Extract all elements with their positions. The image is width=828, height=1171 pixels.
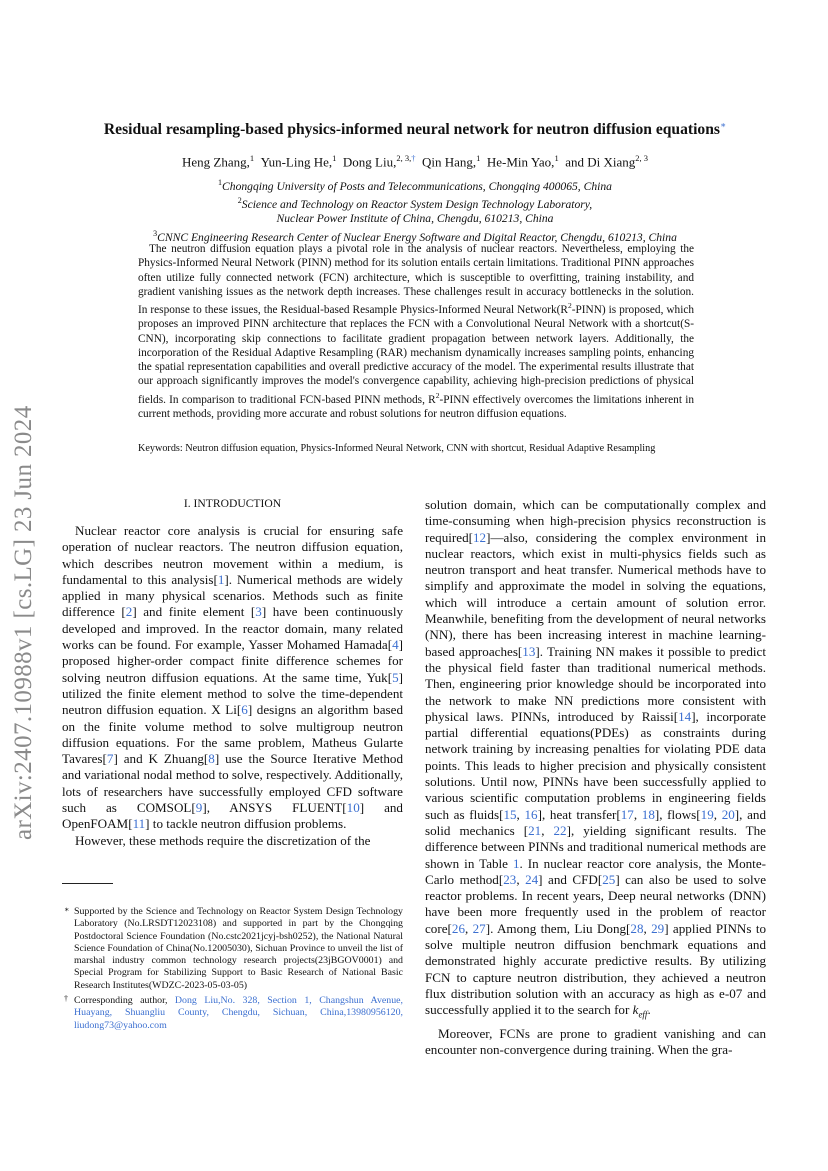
citation-link[interactable]: 20 (721, 806, 735, 822)
abstract-superscript-1: 2 (567, 301, 572, 311)
footnote-corresponding-prefix: Corresponding author, (74, 995, 175, 1007)
subscript-text: eff (638, 1009, 648, 1020)
paragraph-text: ]. Training NN makes it possible to predict the physical field faster than traditional numerical methods. Then, engineering prior knowledge should be incorporated into the network to make NN predictions more consistent with physical laws. PINNs, introduced by Raissi[ (425, 643, 766, 724)
intro-paragraph-2: However, these methods require the discretization of the (75, 832, 371, 848)
arxiv-identifier-stamp: arXiv:2407.10988v1 [cs.LG] 23 Jun 2024 (10, 405, 37, 840)
citation-link[interactable]: 13 (522, 643, 536, 659)
paragraph-text: ], ANSYS FLUENT[ (202, 800, 347, 816)
paragraph-text: ] and CFD[ (538, 871, 603, 887)
author-list (60, 153, 770, 170)
abstract-superscript-2: 2 (435, 390, 440, 400)
citation-link[interactable]: 5 (392, 669, 399, 685)
paragraph-text: , (465, 920, 473, 936)
paragraph-text: , (713, 806, 722, 822)
paragraph-text: ], flows[ (654, 806, 701, 822)
paragraph-text: ] use the Source Iterative Method and variational nodal method to solve, respectively. Additionally, lots of researchers have successfully employed CFD software such as COMSOL[ (62, 751, 403, 816)
affiliation-2 (60, 194, 770, 212)
footnotes (62, 906, 403, 1032)
author-affiliation-marker: 1 (476, 153, 481, 163)
author-name: He-Min Yao, (486, 154, 555, 170)
affiliation-3-number: 3 (153, 228, 158, 238)
paragraph-text: ] to tackle neutron diffusion problems. (145, 816, 347, 832)
paper-title-text: Residual resampling-based physics-informed neural network for neutron diffusion equations (103, 121, 720, 139)
citation-link[interactable]: 29 (651, 920, 665, 936)
author-affiliation-marker: 1 (554, 153, 559, 163)
italic-symbol: k (632, 1002, 639, 1018)
citation-link[interactable]: 4 (392, 637, 399, 653)
citation-link[interactable]: 18 (641, 806, 655, 822)
citation-link[interactable]: 2 (125, 604, 133, 620)
author-affiliation-marker: 2, 3, (396, 153, 412, 163)
section-heading-introduction: I. INTRODUCTION (183, 497, 282, 510)
paragraph-text: ] and finite element [ (132, 604, 256, 620)
paragraph-text: ] utilized the finite element method to solve the time-dependent neutron diffusion equation. X Li[ (62, 669, 403, 718)
paragraph-text: ]. Numerical methods are widely applied in many physical scenarios. Methods such as finite difference [ (62, 571, 403, 620)
citation-link[interactable]: 1 (217, 571, 225, 587)
paragraph-text: ], heat transfer[ (537, 806, 621, 822)
paragraph-text: , (516, 871, 526, 887)
paragraph-text: Nuclear reactor core analysis is crucial for ensuring safe operation of nuclear reactors. The neutron diffusion equation, which describes neutron movement within a medium, is fundamental to this analysis[ (62, 523, 403, 587)
footnote-divider (62, 883, 113, 884)
intro-paragraph-continued (425, 497, 766, 1023)
citation-link[interactable]: 12 (472, 529, 487, 545)
intro-paragraph-1 (62, 523, 403, 833)
title-footnote-mark[interactable]: ∗ (719, 120, 727, 130)
author-name: and Di Xiang (565, 154, 636, 170)
footnote-corresponding-mark: † (64, 994, 68, 1004)
author-name: Qin Hang, (421, 154, 477, 170)
author-affiliation-marker: 2, 3 (635, 153, 648, 163)
paragraph-text: ], incorporate partial differential equations(PDEs) as constraints during network training by increasing penalties for violating PDE data points. This leads to higher precision and physically consistent solutions. Until now, PINNs have been successfully applied to various scientific computation problems in engineering fields such as fluids[ (425, 708, 766, 822)
footnote-funding-text: Supported by the Science and Technology on Reactor System Design Technology Laboratory (No.LRSDT12023108) and supported in part by the Chongqing Postdoctoral Science Foundation (No.cstc2021jcyj-bsh0252), the National Natural Science Foundation of China(No.12005030), Sichuan Province to unveil the list of marshal industry common technology research projects(23jBGOV0001) and Special Program for Stabilizing Support to Basic Research of National Basic Research Institutes(WDZC-2023-05-03-05) (74, 906, 403, 991)
affiliation-1-text: Chongqing University of Posts and Telecommunications, Chongqing 400065, China (222, 179, 612, 193)
citation-link[interactable]: 3 (255, 604, 262, 620)
paragraph-text: ] have been continuously developed and improved. In the reactor domain, many related works can be found. For example, Yasser Mohamed Hamada[ (62, 604, 403, 653)
paragraph-text: . In nuclear reactor core analysis, the Monte-Carlo method[ (425, 855, 766, 887)
citation-link[interactable]: 17 (620, 806, 634, 822)
author-name: Yun-Ling He, (260, 154, 333, 170)
footnote-funding-mark: ∗ (64, 905, 70, 914)
author-affiliation-marker: 1 (249, 153, 255, 163)
paragraph-text: ], yielding significant results. The difference between PINNs and traditional numerical methods are shown in Table (425, 822, 766, 871)
citation-link[interactable]: 1 (512, 855, 520, 871)
paragraph-text: solution domain, which can be computationally complex and time-consuming when high-precision physics reconstruction is required[ (425, 497, 766, 545)
abstract-part-1: The neutron diffusion equation plays a pivotal role in the analysis of nuclear reactors. Nevertheless, employing the Physics-Informed Neural Network (PINN) method for its solution entails certain limitations. Traditional PINN approaches often utilize fully connected network (FCN) architecture, which is susceptible to overfitting, training instability, and gradient vanishing issues as the network depth increases. These challenges result in accuracy bottlenecks in the solution. In response to these issues, the Residual-based Resample Physics-Informed Neural Network(R (138, 243, 694, 316)
paragraph-text: . (647, 1002, 651, 1018)
footnote-corresponding-author (62, 995, 403, 1032)
citation-link[interactable]: 24 (525, 871, 539, 887)
keywords: Keywords: Neutron diffusion equation, Physics-Informed Neural Network, CNN with shortcut, Residual Adaptive Resampling (138, 443, 656, 454)
paragraph-text: ] and K Zhuang[ (113, 751, 209, 767)
paragraph-text: ] can also be used to solve reactor problems. In recent years, Deep neural networks (DNN) have been more frequently used in the problem of reactor core[ (425, 871, 767, 936)
paragraph-text: , (643, 920, 652, 936)
citation-link[interactable]: 27 (472, 920, 486, 936)
author-name: Heng Zhang, (182, 154, 250, 170)
paragraph-text: ], and solid mechanics [ (425, 806, 766, 838)
affiliation-2-line-2: Nuclear Power Institute of China, Chengdu, 610213, China (276, 212, 554, 226)
citation-link[interactable]: 9 (195, 800, 203, 816)
citation-link[interactable]: 14 (678, 708, 692, 724)
citation-link[interactable]: 25 (602, 871, 616, 887)
affiliation-2-number: 2 (237, 196, 242, 206)
affiliation-1-number: 1 (218, 178, 223, 187)
affiliation-1 (60, 176, 770, 194)
affiliations (60, 176, 770, 245)
affiliation-2-continued (60, 212, 770, 226)
citation-link[interactable]: 11 (132, 816, 146, 832)
citation-link[interactable]: 28 (630, 920, 644, 936)
citation-link[interactable]: 7 (106, 751, 114, 767)
paragraph-text: , (633, 806, 642, 822)
corresponding-author-mark[interactable]: † (411, 153, 416, 163)
citation-link[interactable]: 26 (451, 920, 465, 936)
citation-link[interactable]: 22 (553, 822, 567, 838)
citation-link[interactable]: 10 (346, 800, 360, 816)
author-affiliation-marker: 1 (332, 153, 337, 163)
paragraph-text: ]. Among them, Liu Dong[ (485, 920, 631, 936)
abstract-part-2: -PINN) is proposed, which proposes an improved PINN architecture that replaces the FCN with a Convolutional Neural Network with a shortcut(S-CNN), incorporating skip connections to facilitate gradient propagation between network layers. Additionally, the incorporation of the Residual Adaptive Resampling (RAR) mechanism dynamically increases sampling points, enhancing the spatial representation capabilities and overall predictive accuracy of the model. The experimental results illustrate that our approach significantly improves the model's convergence capability, achieving high-precision predictions of physical fields. In comparison to traditional FCN-based PINN methods, R (138, 303, 694, 406)
abstract-part-3: -PINN effectively overcomes the limitations inherent in current methods, providing more accurate and robust solutions for neutron diffusion equations. (138, 393, 694, 420)
paper-title (60, 120, 770, 139)
citation-link[interactable]: 21 (528, 822, 542, 838)
paragraph-text: ] designs an algorithm based on the finite volume method to solve multigroup neutron diffusion equations. For the same problem, Matheus Gularte Tavares[ (62, 702, 403, 767)
abstract (138, 242, 694, 421)
citation-link[interactable]: 6 (241, 702, 248, 718)
paragraph-text: , (541, 822, 554, 838)
corresponding-author-link[interactable]: Dong Liu,No. 328, Section 1, Changshun Avenue, Huayang, Shuangliu County, Chengdu, Sichuan, China,13980956120, liudong73@yahoo.com (74, 995, 403, 1031)
author-name: Dong Liu, (342, 154, 397, 170)
citation-link[interactable]: 16 (524, 806, 538, 822)
paragraph-text: ] proposed higher-order compact finite difference schemes for solving neutron diffusion equations. At the same time, Yuk[ (62, 637, 403, 685)
citation-link[interactable]: 19 (700, 806, 714, 822)
citation-link[interactable]: 8 (208, 751, 215, 767)
paragraph-text: ] and OpenFOAM[ (62, 800, 403, 832)
paragraph-text: ] applied PINNs to solve multiple neutron diffusion benchmark equations and demonstrated highly accurate predictive results. By utilizing FCN to capture neutron distribution, they achieved a neutron flux distribution solution with an accuracy as high as e-07 and successfully applied it to the search for (425, 920, 766, 1018)
citation-link[interactable]: 23 (503, 871, 517, 887)
footnote-funding (62, 906, 403, 992)
affiliation-3-text: CNNC Engineering Research Center of Nuclear Energy Software and Digital Reactor, Chengdu, 610213, China (157, 230, 677, 244)
paragraph-text: , (516, 806, 525, 822)
affiliation-2-line-1: Science and Technology on Reactor System Design Technology Laboratory, (241, 198, 593, 212)
intro-paragraph-moreover: Moreover, FCNs are prone to gradient vanishing and can encounter non-convergence during training. When the gra- (425, 1026, 766, 1058)
paragraph-text: ]—also, considering the complex environment in nuclear reactors, which exist in multi-physics fields such as neutron transport and heat transfer. Numerical methods have to simplify and approximate the model in solving the equations, which will introduce a certain amount of solution error. Meanwhile, benefiting from the development of neural networks (NN), there has been increasing interest in machine learning-based approaches[ (425, 529, 766, 659)
right-column (425, 497, 766, 1059)
citation-link[interactable]: 15 (503, 806, 517, 822)
left-column (62, 496, 403, 849)
